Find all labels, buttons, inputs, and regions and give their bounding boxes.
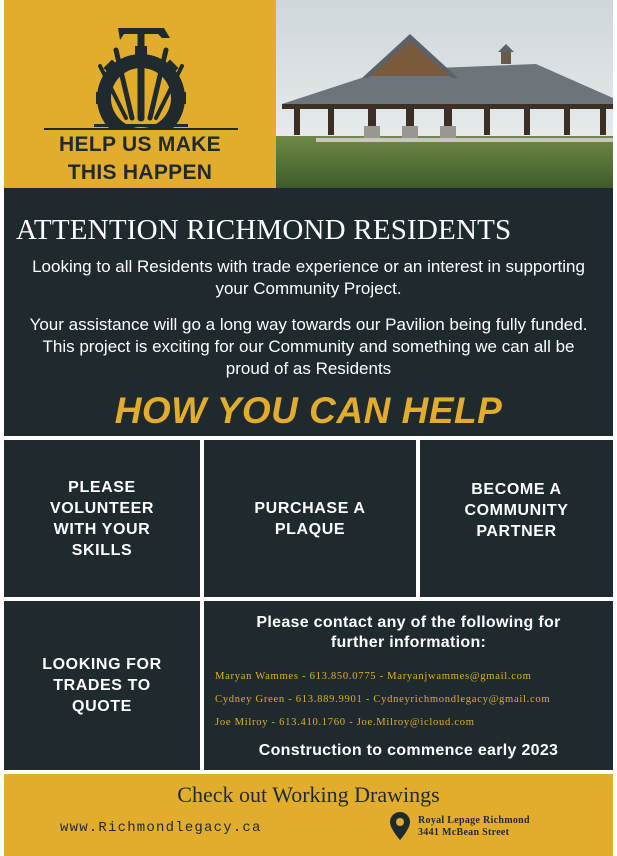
volunteer-line: WITH YOUR bbox=[53, 520, 151, 538]
footer-band bbox=[4, 774, 613, 856]
plaque-line: PLAQUE bbox=[274, 520, 346, 538]
header-logo-panel bbox=[4, 0, 276, 188]
contact-person: Cydney Green - 613.889.9901 - Cydneyrichmondlegacy@gmail.com bbox=[215, 694, 551, 705]
plaque-line: PURCHASE A bbox=[254, 499, 366, 517]
trades-line: LOOKING FOR bbox=[42, 656, 162, 673]
hammer-tools-gear-icon bbox=[70, 20, 212, 130]
partner-line: PARTNER bbox=[476, 523, 557, 540]
partner-box bbox=[420, 440, 613, 597]
volunteer-box bbox=[4, 440, 200, 597]
intro-paragraph-1 bbox=[4, 256, 613, 300]
volunteer-line: SKILLS bbox=[71, 541, 133, 559]
how-you-can-help-heading: HOW YOU CAN HELP bbox=[114, 390, 503, 431]
trades-box bbox=[4, 601, 200, 770]
intro-paragraph-2 bbox=[4, 314, 613, 380]
attention-heading: ATTENTION RICHMOND RESIDENTS bbox=[16, 214, 512, 246]
construction-date: Construction to commence early 2023 bbox=[258, 742, 559, 759]
trades-line: TRADES TO bbox=[53, 677, 151, 694]
plaque-box bbox=[204, 440, 416, 597]
realtor-address bbox=[418, 815, 530, 839]
working-drawings-text: Check out Working Drawings bbox=[177, 782, 440, 807]
trades-line: QUOTE bbox=[72, 698, 132, 715]
contact-heading-line-1: Please contact any of the following for bbox=[256, 614, 561, 631]
this-happen-text: THIS HAPPEN bbox=[67, 161, 213, 184]
realtor-street: 3441 McBean Street bbox=[418, 827, 510, 838]
partner-line: BECOME A bbox=[471, 481, 562, 498]
contact-box bbox=[204, 601, 613, 770]
intro-line-3: Your assistance will go a long way towards our Pavilion being fully funded. bbox=[29, 315, 588, 334]
contact-heading-line-2: further information: bbox=[330, 634, 487, 651]
intro-line-1: Looking to all Residents with trade experience or an interest in supporting bbox=[32, 257, 585, 276]
contact-person: Maryan Wammes - 613.850.0775 - Maryanjwammes@gmail.com bbox=[215, 671, 532, 682]
intro-line-5: proud of as Residents bbox=[225, 359, 392, 378]
intro-line-4: This project is exciting for our Community and something we can all be bbox=[42, 337, 575, 356]
volunteer-line: VOLUNTEER bbox=[49, 499, 155, 517]
pavilion-photo bbox=[276, 0, 613, 188]
logo-rule bbox=[44, 128, 238, 130]
intro-panel bbox=[4, 188, 613, 436]
map-pin-icon bbox=[390, 812, 410, 840]
help-us-make-text: HELP US MAKE bbox=[59, 133, 221, 156]
volunteer-line: PLEASE bbox=[68, 478, 136, 496]
intro-line-2: your Community Project. bbox=[215, 279, 402, 298]
website-link[interactable]: www.Richmondlegacy.ca bbox=[60, 820, 262, 836]
contact-person: Joe Milroy - 613.410.1760 - Joe.Milroy@icloud.com bbox=[215, 717, 475, 728]
realtor-name: Royal Lepage Richmond bbox=[418, 815, 530, 826]
partner-line: COMMUNITY bbox=[464, 502, 569, 519]
contact-heading bbox=[204, 613, 613, 653]
